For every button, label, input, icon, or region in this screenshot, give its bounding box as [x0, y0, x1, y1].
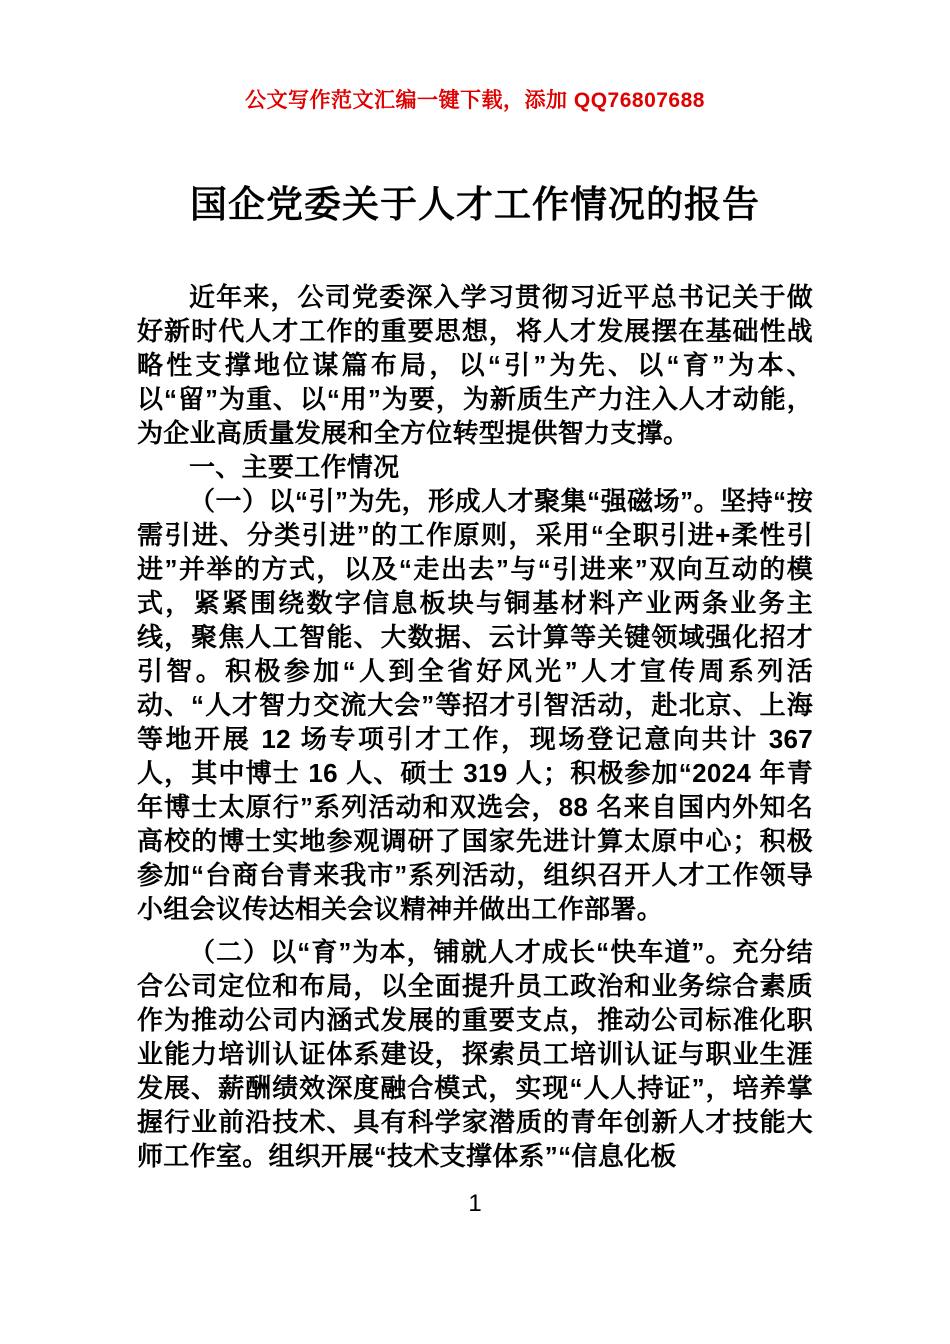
document-body: [137, 280, 813, 1173]
page-number: 1: [468, 1190, 482, 1217]
document-title: 国企党委关于人才工作情况的报告: [190, 184, 760, 225]
header-promo-notice: 公文写作范文汇编一键下载，添加 QQ76807688: [245, 89, 705, 112]
paragraph-section-two: （二）以“育”为本，铺就人才成长“快车道”。充分结合公司定位和布局，以全面提升员工政治和业务综合素质作为推动公司内涵式发展的重要支点，推动公司标准化职业能力培训认证体系建设，探索员工培训认证与职业生涯发展、薪酬绩效深度融合模式，实现“人人持证”，培养掌握行业前沿技术、具有科学家潜质的青年创新人才技能大师工作室。组织开展“技术支撑体系”“信息化板: [137, 937, 813, 1171]
paragraph-section-one: （一）以“引”为先，形成人才聚集“强磁场”。坚持“按需引进、分类引进”的工作原则，采用“全职引进+柔性引进”并举的方式，以及“走出去”与“引进来”双向互动的模式，紧紧围绕数字信息板块与铜基材料产业两条业务主线，聚焦人工智能、大数据、云计算等关键领域强化招才引智。积极参加“人到全省好风光”人才宣传周系列活动、“人才智力交流大会”等招才引智活动，赴北京、上海等地开展 12 场专项引才工作，现场登记意向共计 367 人，其中博士 16 人、硕士 319 人；积极参加“2024 年青年博士太原行”系列活动和双选会，88 名来自国内外知名高校的博士实地参观调研了国家先进计算太原中心；积极参加“台商台青来我市”系列活动，组织召开人才工作领导小组会议传达相关会议精神并做出工作部署。: [137, 486, 813, 924]
paragraph-intro: 近年来，公司党委深入学习贯彻习近平总书记关于做好新时代人才工作的重要思想，将人才发展摆在基础性战略性支撑地位谋篇布局，以“引”为先、以“育”为本、以“留”为重、以“用”为要，为新质生产力注入人才动能，为企业高质量发展和全方位转型提供智力支撑。: [137, 282, 813, 448]
section-heading-main-work: 一、主要工作情况: [189, 452, 400, 482]
